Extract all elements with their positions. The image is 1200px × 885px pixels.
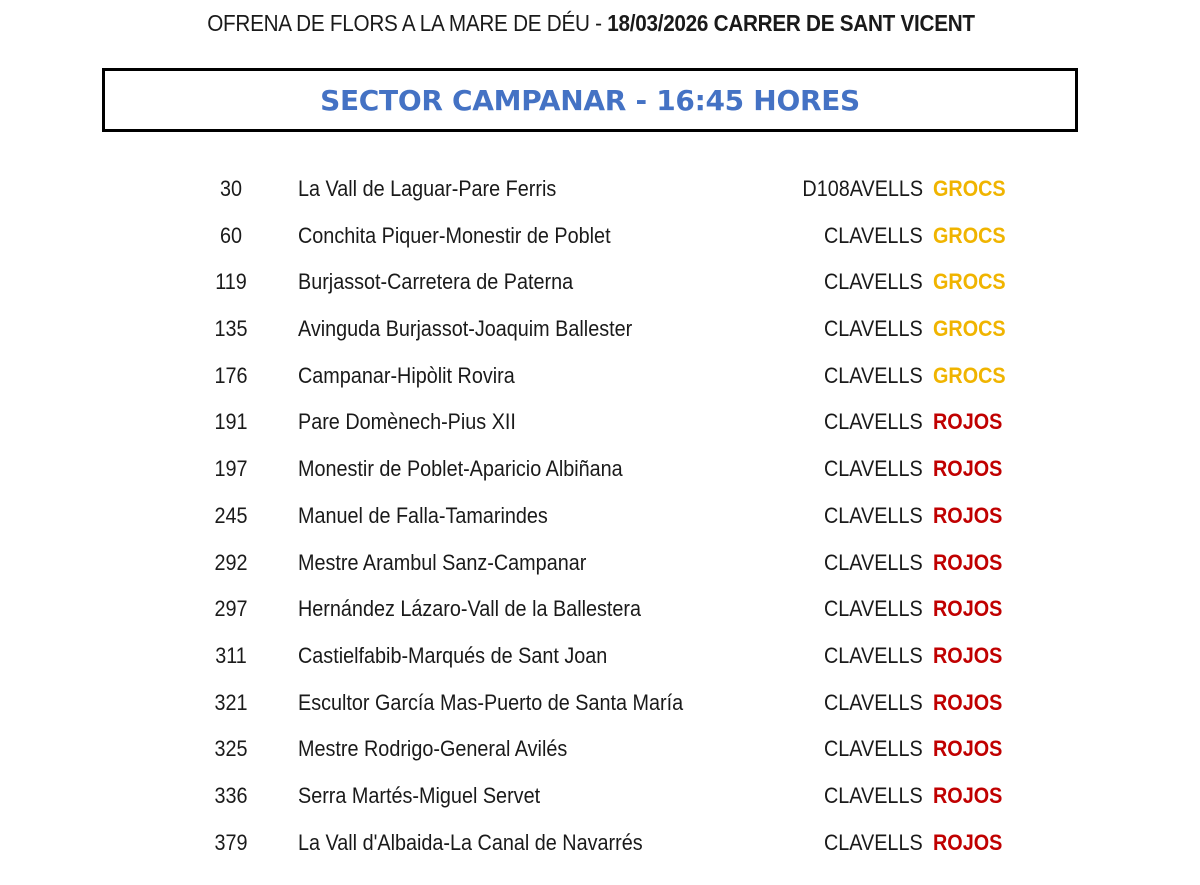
falla-number: 336 (214, 782, 248, 808)
flower-type: CLAVELLS (824, 736, 923, 762)
falla-name: Pare Domènech-Pius XII (298, 409, 516, 435)
flower-color: ROJOS (933, 689, 1003, 715)
list-item (0, 493, 1200, 540)
falla-name: Hernández Lázaro-Vall de la Ballestera (298, 596, 642, 622)
list-item (0, 353, 1200, 400)
flower-color: GROCS (933, 362, 1006, 388)
sector-title-box (102, 68, 1078, 132)
list-item (0, 540, 1200, 587)
falla-name: La Vall de Laguar-Pare Ferris (298, 176, 557, 201)
falla-number: 325 (214, 736, 248, 762)
falla-name: Castielfabib-Marqués de Sant Joan (298, 642, 608, 668)
list-item (0, 166, 1200, 213)
falla-name: Mestre Arambul Sanz-Campanar (298, 549, 587, 575)
flower-color: GROCS (933, 269, 1006, 295)
flower-color: ROJOS (933, 549, 1003, 575)
list-item (0, 446, 1200, 493)
document-header (59, 10, 1123, 37)
list-item (0, 213, 1200, 260)
falla-name: La Vall d'Albaida-La Canal de Navarrés (298, 829, 643, 855)
falla-number: 60 (219, 222, 243, 248)
header-prefix: OFRENA DE FLORS A LA MARE DE DÉU - (207, 10, 608, 36)
falla-number: 292 (214, 549, 248, 575)
list-item (0, 633, 1200, 680)
falla-number: 30 (219, 176, 243, 201)
list-item (0, 726, 1200, 773)
falla-number: 311 (215, 642, 247, 668)
flower-type: CLAVELLS (824, 642, 923, 668)
list-item (0, 306, 1200, 353)
falla-number: 297 (214, 596, 248, 622)
list-item (0, 259, 1200, 306)
falla-number: 135 (214, 316, 248, 342)
falla-number: 245 (214, 502, 248, 528)
flower-type: D108AVELLS (802, 176, 923, 201)
falla-name: Monestir de Poblet-Aparicio Albiñana (298, 456, 623, 482)
sector-title: SECTOR CAMPANAR - 16:45 HORES (320, 83, 860, 117)
falla-name: Conchita Piquer-Monestir de Poblet (298, 222, 611, 248)
flower-type: CLAVELLS (824, 409, 923, 435)
flower-color: GROCS (933, 176, 1006, 201)
falla-number: 321 (214, 689, 248, 715)
flower-type: CLAVELLS (824, 549, 923, 575)
flower-type: CLAVELLS (824, 222, 923, 248)
flower-color: ROJOS (933, 502, 1003, 528)
flower-type: CLAVELLS (824, 689, 923, 715)
falla-number: 197 (214, 456, 248, 482)
flower-type: CLAVELLS (824, 456, 923, 482)
flower-type: CLAVELLS (824, 269, 923, 295)
falla-number: 119 (215, 269, 247, 295)
flower-type: CLAVELLS (824, 782, 923, 808)
flower-color: ROJOS (933, 782, 1003, 808)
flower-color: ROJOS (933, 829, 1003, 855)
falla-number: 191 (214, 409, 248, 435)
list-item (0, 773, 1200, 820)
flower-color: GROCS (933, 222, 1006, 248)
falla-number: 176 (214, 362, 248, 388)
header-date-location: 18/03/2026 CARRER DE SANT VICENT (607, 10, 975, 36)
flower-color: ROJOS (933, 596, 1003, 622)
list-item (0, 399, 1200, 446)
list-item (0, 680, 1200, 727)
flower-color: ROJOS (933, 409, 1003, 435)
falla-name: Serra Martés-Miguel Servet (298, 782, 541, 808)
flower-type: CLAVELLS (824, 316, 923, 342)
list-item (0, 820, 1200, 867)
flower-type: CLAVELLS (824, 596, 923, 622)
falla-number: 379 (214, 829, 248, 855)
flower-color: ROJOS (933, 642, 1003, 668)
falla-name: Avinguda Burjassot-Joaquim Ballester (298, 316, 633, 342)
falla-name: Burjassot-Carretera de Paterna (298, 269, 574, 295)
flower-type: CLAVELLS (824, 362, 923, 388)
falla-name: Manuel de Falla-Tamarindes (298, 502, 548, 528)
flower-color: ROJOS (933, 736, 1003, 762)
flower-type: CLAVELLS (824, 502, 923, 528)
falla-name: Escultor García Mas-Puerto de Santa María (298, 689, 684, 715)
falla-name: Mestre Rodrigo-General Avilés (298, 736, 568, 762)
flower-type: CLAVELLS (824, 829, 923, 855)
falla-name: Campanar-Hipòlit Rovira (298, 362, 515, 388)
flower-color: GROCS (933, 316, 1006, 342)
list-item (0, 586, 1200, 633)
falla-list (0, 166, 1200, 866)
flower-color: ROJOS (933, 456, 1003, 482)
